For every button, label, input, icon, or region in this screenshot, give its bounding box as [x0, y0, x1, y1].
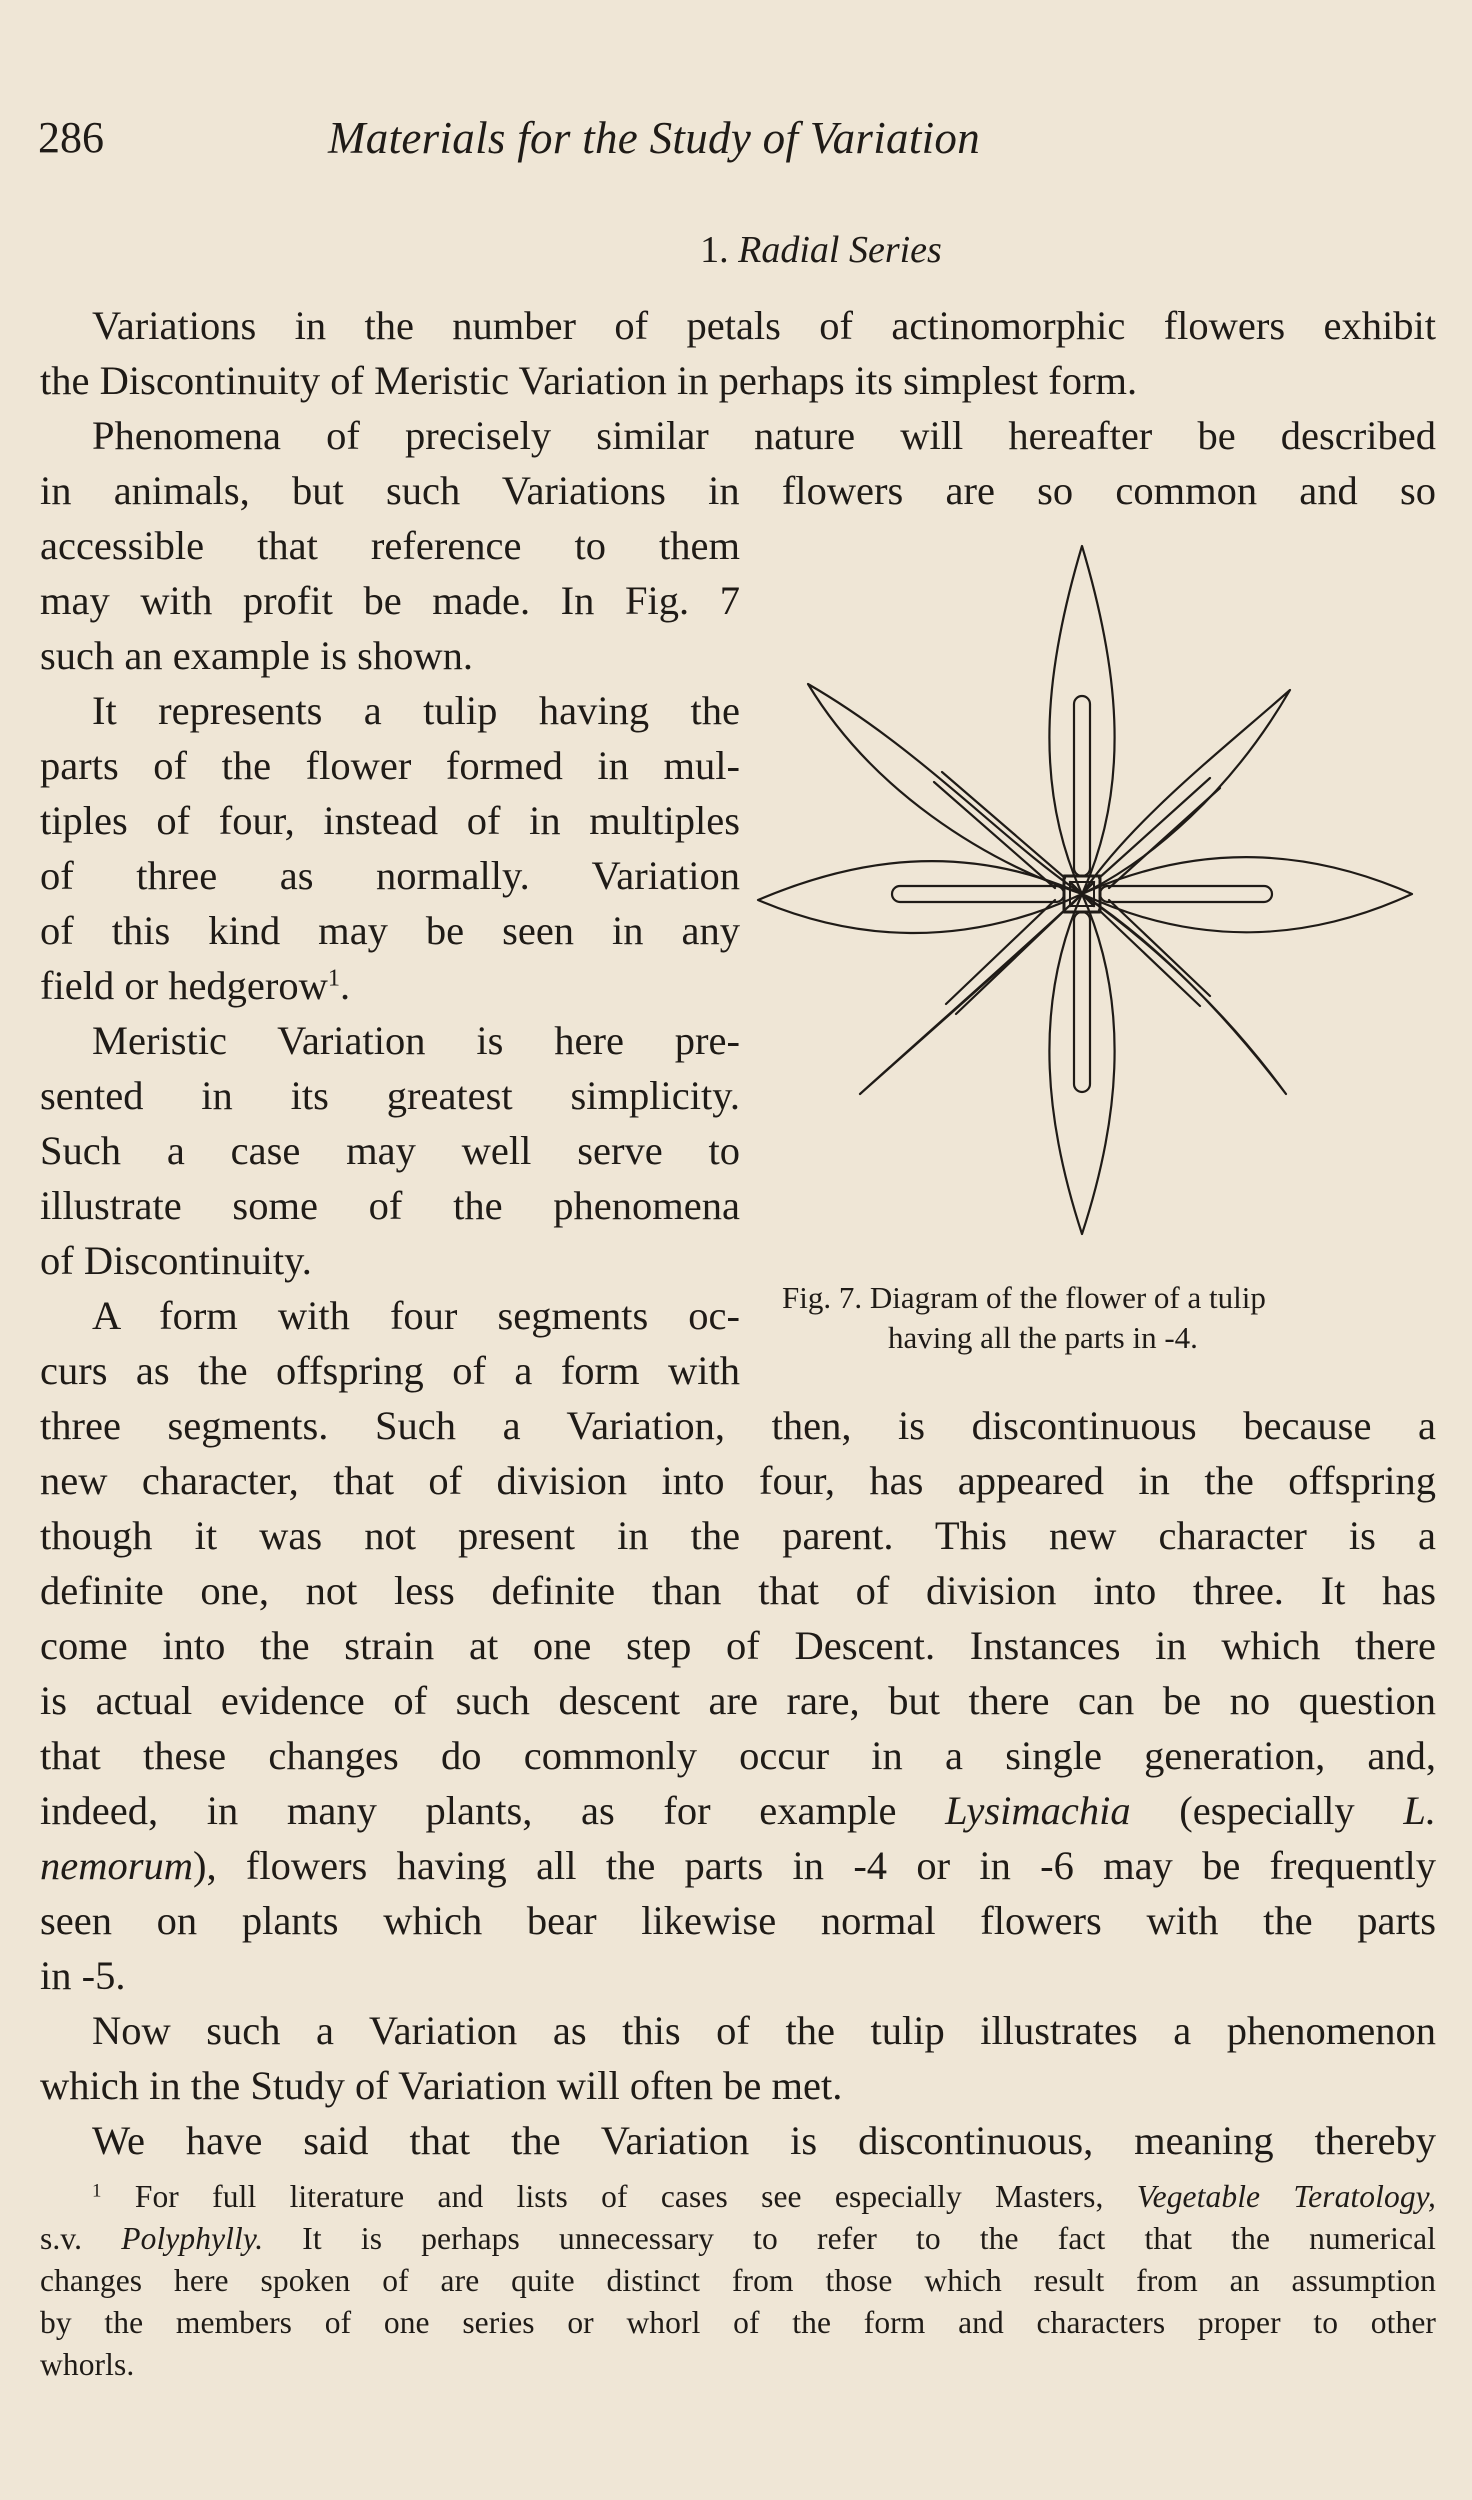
footnote-line: by the members of one series or whorl of the form and characters proper to other [40, 2305, 1436, 2340]
text-segment: (especially [1130, 1788, 1404, 1833]
text-line: Variations in the number of petals of actinomorphic flowers exhibit [92, 303, 1436, 348]
text-line: is actual evidence of such descent are rare, but there can be no question [40, 1678, 1436, 1723]
petal-outline [758, 861, 1082, 933]
genus-name: Lysimachia [945, 1788, 1131, 1833]
text-segment: ), flowers having all the parts in -4 or in -6 may be frequently [192, 1843, 1436, 1888]
text-segment: field or hedgerow [40, 963, 328, 1008]
text-segment: It is perhaps unnecessary to refer to the fact that the numerical [263, 2221, 1436, 2256]
footnote-line [40, 2176, 1436, 2218]
text-line: Such a case may well serve to [40, 1128, 740, 1173]
footnote-reference[interactable]: 1 [327, 964, 341, 992]
book-title: Vegetable Teratology, [1136, 2179, 1436, 2214]
text-line: may with profit be made. In Fig. 7 [40, 578, 740, 623]
stamen [1099, 900, 1210, 1006]
section-number: 1. [700, 229, 729, 271]
paragraph-continuation [40, 1398, 1436, 2168]
species-name: nemorum [40, 1843, 193, 1888]
text-line: the Discontinuity of Meristic Variation in perhaps its simplest form. [40, 358, 1138, 403]
text-line: accessible that reference to them [40, 523, 740, 568]
text-line: illustrate some of the phenomena [40, 1183, 740, 1228]
text-line: in -5. [40, 1953, 126, 1998]
text-line: come into the strain at one step of Descent. Instances in which there [40, 1623, 1436, 1668]
text-line: We have said that the Variation is discontinuous, meaning thereby [92, 2118, 1436, 2163]
text-line: seen on plants which bear likewise normal flowers with the parts [40, 1898, 1436, 1943]
text-line [40, 1783, 1436, 1838]
text-line: that these changes do commonly occur in a single generation, and, [40, 1733, 1436, 1778]
text-line: new character, that of division into four, has appeared in the offspring [40, 1458, 1436, 1503]
footnote [40, 2176, 1436, 2386]
text-line: A form with four segments oc- [92, 1293, 740, 1338]
text-segment: . [340, 963, 351, 1008]
footnote-line [40, 2218, 1436, 2260]
term: Polyphylly. [121, 2221, 264, 2256]
stamen [1074, 696, 1090, 876]
caption-line: Fig. 7. Diagram of the flower of a tulip [782, 1280, 1266, 1315]
stamen [946, 900, 1065, 1014]
text-line [40, 958, 740, 1013]
section-heading [0, 228, 1472, 272]
tulip-flower-diagram [752, 540, 1432, 1240]
text-line: definite one, not less definite than that of division into three. It has [40, 1568, 1436, 1613]
column-text [40, 518, 740, 1398]
caption-line: having all the parts in -4. [888, 1320, 1198, 1355]
text-line: sented in its greatest simplicity. [40, 1073, 740, 1118]
stamen [892, 886, 1064, 902]
text-line: Meristic Variation is here pre- [92, 1018, 740, 1063]
text-line: of three as normally. Variation [40, 853, 740, 898]
text-segment: indeed, in many plants, as for example [40, 1788, 946, 1833]
footnote-line: changes here spoken of are quite distinct from those which result from an assumption [40, 2263, 1436, 2298]
text-line: such an example is shown. [40, 633, 474, 678]
stamen [1074, 912, 1090, 1092]
text-line: in animals, but such Variations in flowers are so common and so [40, 468, 1436, 513]
page-number: 286 [38, 113, 104, 162]
text-segment: s.v. [40, 2221, 122, 2256]
section-title: Radial Series [738, 229, 942, 271]
paragraph-1 [40, 298, 1436, 518]
text-line: Phenomena of precisely similar nature will hereafter be described [92, 413, 1436, 458]
footnote-mark: 1 [92, 2180, 102, 2202]
stigma [1070, 882, 1094, 906]
petal-outline [1049, 894, 1114, 1234]
stamen [1099, 778, 1220, 888]
text-segment: For full literature and lists of cases see especially Masters, [134, 2179, 1137, 2214]
text-line: Now such a Variation as this of the tulip illustrates a phenomenon [92, 2008, 1436, 2053]
running-title: Materials for the Study of Variation [328, 113, 981, 163]
text-line: It represents a tulip having the [92, 688, 740, 733]
text-line: three segments. Such a Variation, then, is discontinuous because a [40, 1403, 1436, 1448]
petal-outline [808, 684, 1082, 894]
text-line: of this kind may be seen in any [40, 908, 740, 953]
text-line: tiples of four, instead of in multiples [40, 798, 740, 843]
text-line: which in the Study of Variation will often be met. [40, 2063, 843, 2108]
figure-caption [782, 1278, 1442, 1358]
stamen [1100, 886, 1272, 902]
petal-outline [1049, 546, 1114, 894]
text-line [40, 1838, 1436, 1893]
footnote-line: whorls. [40, 2347, 135, 2382]
text-line: curs as the offspring of a form with [40, 1348, 740, 1393]
species-abbrev: L. [1403, 1788, 1436, 1833]
text-line: parts of the flower formed in mul- [40, 743, 740, 788]
text-line: though it was not present in the parent. This new character is a [40, 1513, 1436, 1558]
text-line: of Discontinuity. [40, 1238, 312, 1283]
